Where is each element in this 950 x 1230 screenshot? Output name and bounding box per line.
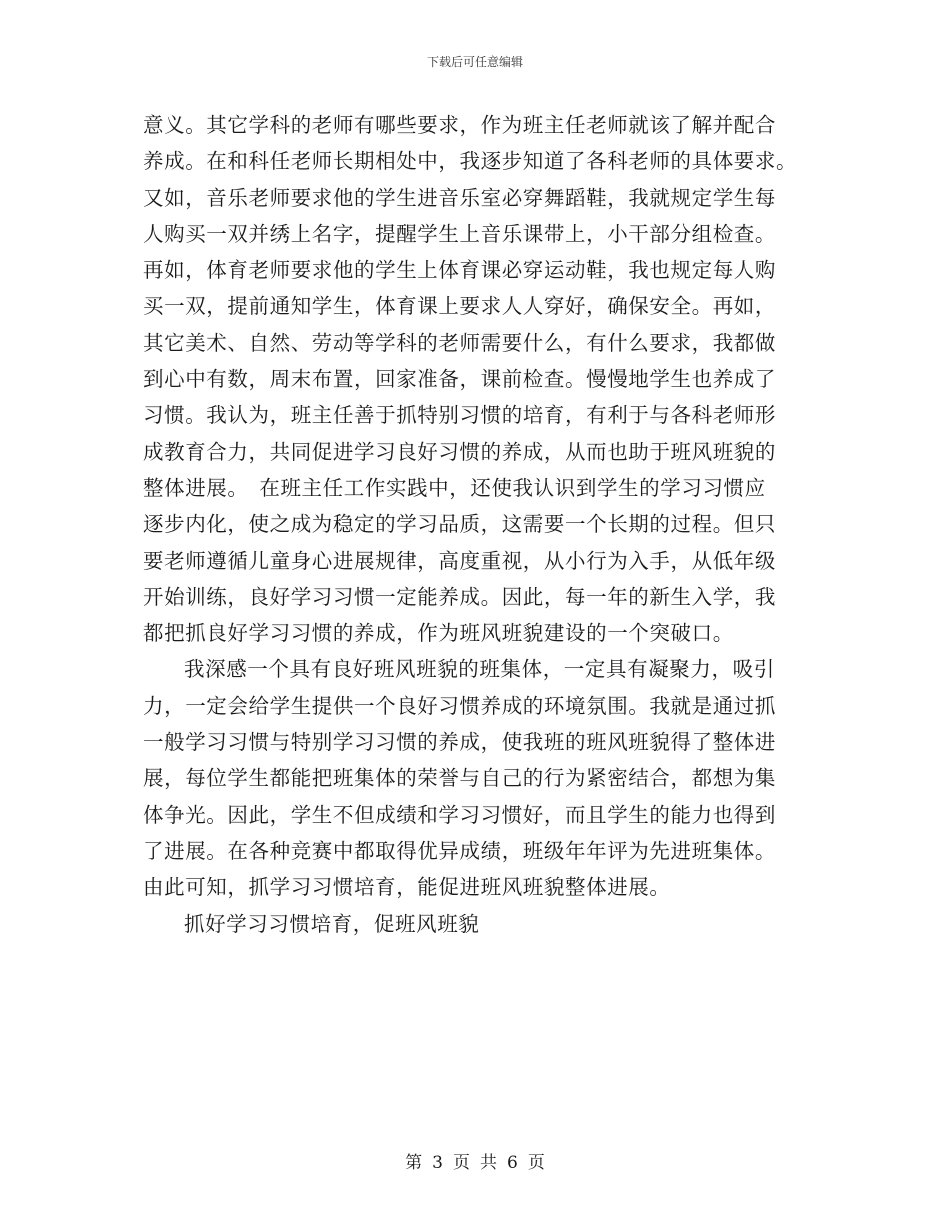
body-line: 到心中有数，周末布置，回家准备，课前检查。慢慢地学生也养成了	[143, 367, 776, 392]
body-line: 开始训练，良好学习习惯一定能养成。因此，每一年的新生入学，我	[143, 584, 776, 609]
body-line: 成教育合力，共同促进学习良好习惯的养成，从而也助于班风班貌的	[143, 439, 776, 464]
body-line: 了进展。在各种竞赛中都取得优异成绩，班级年年评为先进班集体。	[143, 838, 776, 863]
page-number-footer	[0, 1152, 950, 1174]
body-line: 逐步内化，使之成为稳定的学习品质，这需要一个长期的过程。但只	[143, 512, 776, 537]
body-line: 体争光。因此，学生不但成绩和学习习惯好，而且学生的能力也得到	[143, 802, 776, 827]
body-line: 养成。在和科任老师长期相处中，我逐步知道了各科老师的具体要求。	[143, 149, 798, 174]
page-label-suffix: 页	[527, 1153, 545, 1173]
body-line: 力，一定会给学生提供一个良好习惯养成的环境氛围。我就是通过抓	[143, 693, 776, 718]
paragraph-start-line: 我深感一个具有良好班风班貌的班集体，一定具有凝聚力，吸引	[184, 657, 775, 682]
total-pages-number: 6	[507, 1153, 518, 1173]
document-body	[143, 107, 823, 942]
body-line: 由此可知，抓学习习惯培育，能促进班风班貌整体进展。	[143, 875, 671, 900]
current-page-number: 3	[432, 1153, 443, 1173]
body-line: 买一双，提前通知学生，体育课上要求人人穿好，确保安全。再如，	[143, 294, 776, 319]
body-line: 展，每位学生都能把班集体的荣誉与自己的行为紧密结合，都想为集	[143, 766, 776, 791]
body-line: 其它美术、自然、劳动等学科的老师需要什么，有什么要求，我都做	[143, 330, 776, 355]
body-line: 又如，音乐老师要求他的学生进音乐室必穿舞蹈鞋，我就规定学生每	[143, 185, 776, 210]
body-line: 人购买一双并绣上名字，提醒学生上音乐课带上，小干部分组检查。	[143, 221, 776, 246]
section-title-line: 抓好学习习惯培育，促班风班貌	[184, 911, 480, 936]
page-label-mid: 页	[453, 1153, 470, 1173]
total-label: 共	[480, 1153, 497, 1173]
body-line: 一般学习习惯与特别学习习惯的养成，使我班的班风班貌得了整体进	[143, 730, 776, 755]
body-line: 意义。其它学科的老师有哪些要求，作为班主任老师就该了解并配合	[143, 113, 776, 137]
body-line: 再如，体育老师要求他的学生上体育课必穿运动鞋，我也规定每人购	[143, 258, 776, 283]
body-line: 要老师遵循儿童身心进展规律，高度重视，从小行为入手，从低年级	[143, 548, 776, 573]
body-line: 都把抓良好学习习惯的养成，作为班风班貌建设的一个突破口。	[143, 621, 734, 646]
body-line: 习惯。我认为，班主任善于抓特别习惯的培育，有利于与各科老师形	[143, 403, 776, 428]
page-label-prefix: 第	[405, 1153, 423, 1173]
header-note: 下载后可任意编辑	[426, 55, 523, 69]
body-line: 整体进展。 在班主任工作实践中，还使我认识到学生的学习习惯应	[143, 475, 766, 500]
